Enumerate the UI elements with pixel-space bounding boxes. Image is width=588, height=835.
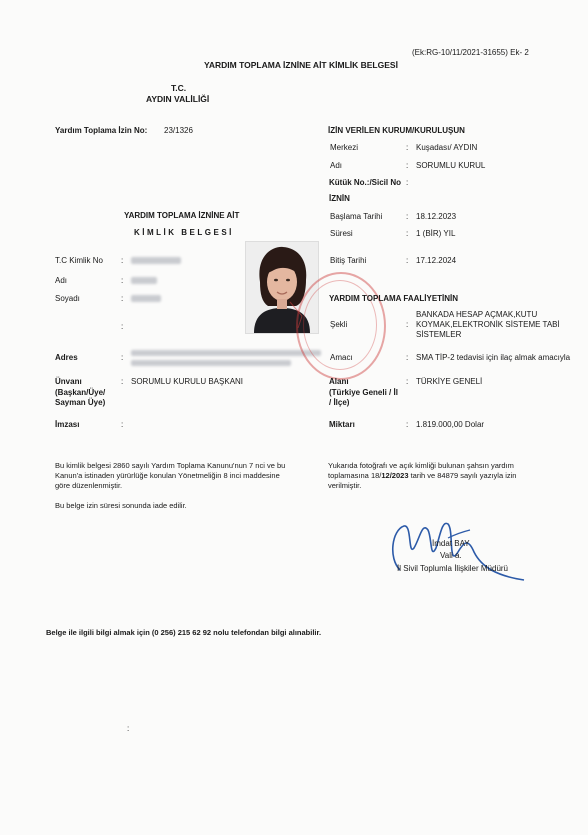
- soyadi-label: Soyadı: [55, 294, 80, 303]
- redacted-adres-line2: [131, 360, 291, 366]
- activity-alani-label: Alanı: [329, 377, 349, 386]
- org-adi-label: Adı: [330, 161, 343, 170]
- izin-suresi-label: Süresi: [330, 229, 353, 238]
- unvani-sub2: Sayman Üye): [55, 398, 106, 407]
- redacted-soyadi: [131, 295, 161, 302]
- org-colon: :: [406, 161, 409, 170]
- activity-sekli-label: Şekli: [330, 320, 348, 329]
- activity-sekli-line2: KOYMAK,ELEKTRONİK SİSTEME TABİ: [416, 320, 560, 329]
- izin-baslama-label: Başlama Tarihi: [330, 212, 383, 221]
- field-colon: :: [121, 276, 124, 285]
- signatory-name: İmdat BAY: [432, 539, 470, 548]
- org-kutuk-label: Kütük No.:/Sicil No: [329, 178, 401, 187]
- field-colon: :: [121, 294, 124, 303]
- activity-alani-value: TÜRKİYE GENELİ: [416, 377, 483, 386]
- org-merkezi-label: Merkezi: [330, 143, 359, 152]
- org-section-title: İZİN VERİLEN KURUM/KURULUŞUN: [328, 126, 465, 135]
- approval-line2: toplamasına 18/12/2023 tarih ve 84879 sayılı yazıyla izin: [328, 471, 517, 480]
- return-note: Bu belge izin süresi sonunda iade edilir.: [55, 501, 187, 510]
- imzasi-label: İmzası: [55, 420, 80, 429]
- field-colon: :: [121, 377, 124, 386]
- signatory-title: Vali a.: [440, 551, 462, 560]
- document-title: YARDIM TOPLAMA İZNİNE AİT KİMLİK BELGESİ: [204, 60, 398, 70]
- legal-note-line3: göre düzenlenmiştir.: [55, 481, 123, 490]
- izin-title: İZNİN: [329, 194, 350, 203]
- approval-line1: Yukarıda fotoğrafı ve açık kimliği bulunan şahsın yardım: [328, 461, 514, 470]
- redacted-tc-kimlik: [131, 257, 181, 264]
- activity-amaci-value: SMA TİP-2 tedavisi için ilaç almak amacıyla: [416, 353, 571, 362]
- tc-kimlik-label: T.C Kimlik No: [55, 256, 104, 265]
- permit-no-value: 23/1326: [164, 126, 193, 135]
- stray-colon: :: [127, 724, 130, 733]
- legal-note-line1: Bu kimlik belgesi 2860 sayılı Yardım Toplama Kanunu'nun 7 nci ve bu: [55, 461, 286, 470]
- card-title-line2: KİMLİK BELGESİ: [134, 228, 234, 237]
- field-colon: :: [121, 322, 124, 331]
- legal-note-line2: Kanun'a istinaden yürürlüğe konulan Yönetmeliğin 8 inci maddesine: [55, 471, 280, 480]
- activity-colon: :: [406, 420, 409, 429]
- field-colon: :: [121, 420, 124, 429]
- izin-colon: :: [406, 256, 409, 265]
- izin-bitis-label: Bitiş Tarihi: [330, 256, 367, 265]
- activity-colon: :: [406, 377, 409, 386]
- field-colon: :: [121, 353, 124, 362]
- redacted-adres-line1: [131, 350, 321, 356]
- org-adi-value: SORUMLU KURUL: [416, 161, 486, 170]
- izin-colon: :: [406, 229, 409, 238]
- unvani-value: SORUMLU KURULU BAŞKANI: [131, 377, 244, 386]
- redacted-adi: [131, 277, 157, 284]
- form-code: (Ek:RG-10/11/2021-31655) Ek- 2: [412, 48, 529, 57]
- signatory-department: İl Sivil Toplumla İlişkiler Müdürü: [397, 564, 508, 573]
- activity-amaci-label: Amacı: [330, 353, 353, 362]
- activity-colon: :: [406, 320, 409, 329]
- adres-label: Adres: [55, 353, 78, 362]
- activity-alani-sub2: / İlçe): [329, 398, 350, 407]
- approval-line3: verilmiştir.: [328, 481, 362, 490]
- adi-label: Adı: [55, 276, 68, 285]
- activity-sekli-line3: SİSTEMLER: [416, 330, 462, 339]
- field-colon: :: [121, 256, 124, 265]
- org-colon: :: [406, 143, 409, 152]
- org-merkezi-value: Kuşadası/ AYDIN: [416, 143, 478, 152]
- activity-miktari-label: Miktarı: [329, 420, 355, 429]
- card-title-line1: YARDIM TOPLAMA İZNİNE AİT: [124, 211, 240, 220]
- unvani-label: Ünvanı: [55, 377, 82, 386]
- activity-colon: :: [406, 353, 409, 362]
- izin-suresi-value: 1 (BİR) YIL: [416, 229, 456, 238]
- tc-heading: T.C.: [171, 83, 187, 93]
- permit-no-label: Yardım Toplama İzin No:: [55, 126, 148, 135]
- unvani-sub1: (Başkan/Üye/: [55, 388, 106, 397]
- activity-alani-sub1: (Türkiye Geneli / İl: [329, 388, 398, 397]
- activity-sekli-line1: BANKADA HESAP AÇMAK,KUTU: [416, 310, 538, 319]
- izin-bitis-value: 17.12.2024: [416, 256, 457, 265]
- izin-baslama-value: 18.12.2023: [416, 212, 457, 221]
- izin-colon: :: [406, 212, 409, 221]
- valilik-heading: AYDIN VALİLİĞİ: [146, 94, 210, 104]
- activity-title: YARDIM TOPLAMA FAALİYETİNİN: [329, 294, 459, 303]
- contact-info: Belge ile ilgili bilgi almak için (0 256) 215 62 92 nolu telefondan bilgi alınabilir.: [46, 628, 322, 637]
- activity-miktari-value: 1.819.000,00 Dolar: [416, 420, 485, 429]
- org-colon: :: [406, 178, 409, 187]
